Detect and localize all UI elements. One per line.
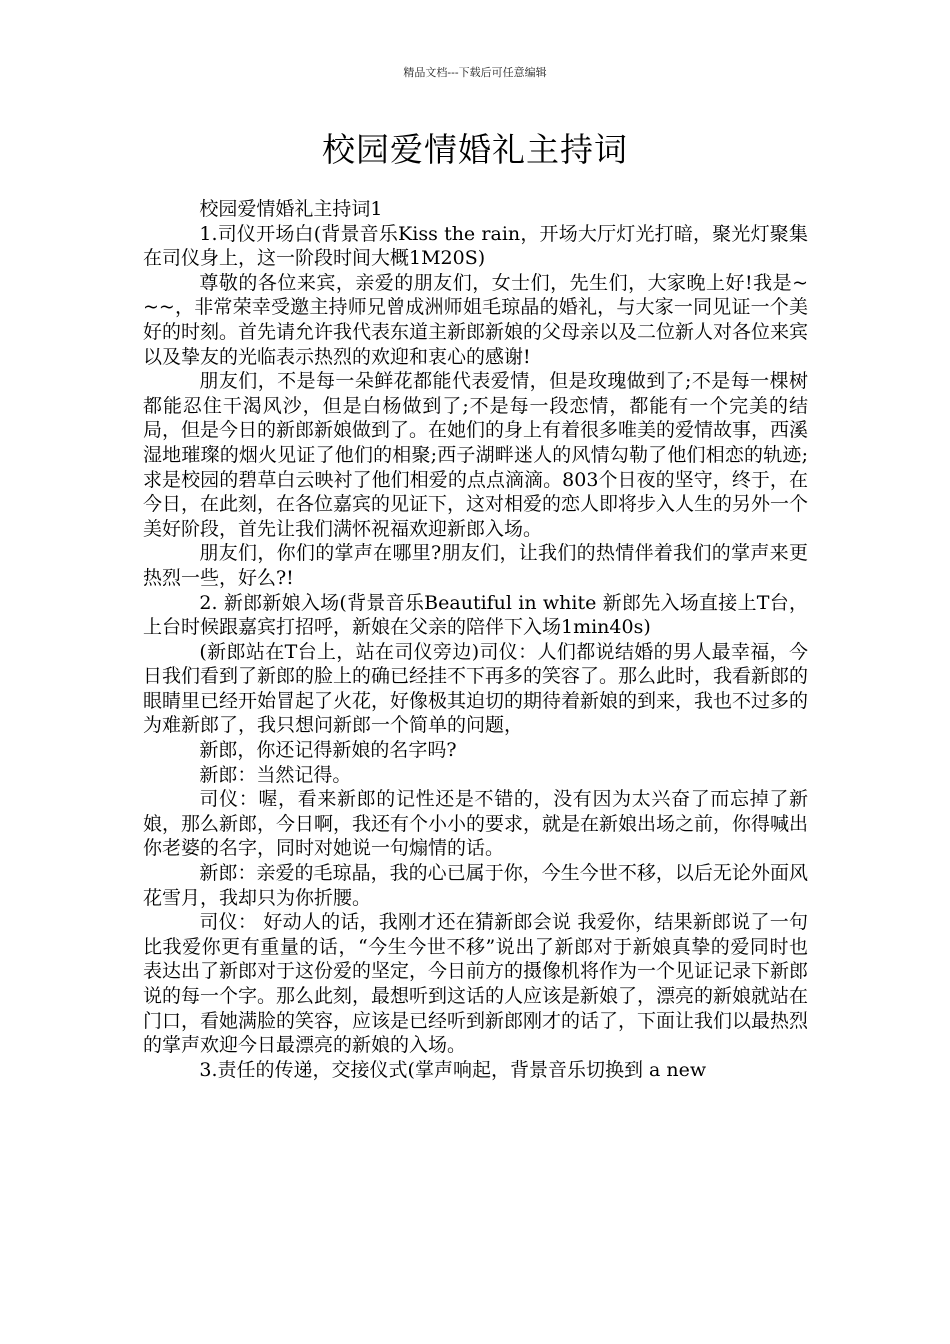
paragraph-subtitle: 校园爱情婚礼主持词1 xyxy=(199,198,383,220)
paragraph-section-3: 3.责任的传递，交接仪式(掌声响起，背景音乐切换到 a new xyxy=(199,1058,707,1081)
document-body xyxy=(143,197,808,1082)
paragraph-opening-speech: 尊敬的各位来宾，亲爱的朋友们，女士们，先生们，大家晚上好!我是~~~，非常荣幸受邀主持师兄曾成洲师姐毛琼晶的婚礼，与大家一同见证一个美好的时刻。首先请允许我代表东道主新郎新娘的父母亲以及二位新人对各位来宾以及挚友的光临表示热烈的欢迎和衷心的感谢! xyxy=(143,271,809,368)
paragraph-groom-answer: 新郎：当然记得。 xyxy=(199,763,352,786)
document-title: 校园爱情婚礼主持词 xyxy=(322,130,628,169)
paragraph-groom-on-stage: (新郎站在T台上，站在司仪旁边)司仪：人们都说结婚的男人最幸福，今日我们看到了新郎的脸上的确已经挂不下再多的笑容了。那么此时，我看新郎的眼睛里已经开始冒起了火花，好像极其迫切的期待着新娘的到来，我也不过多的为难新郎了，我只想问新郎一个简单的问题， xyxy=(143,640,809,737)
paragraph-love-story: 朋友们，不是每一朵鲜花都能代表爱情，但是玫瑰做到了;不是每一棵树都能忍住干渴风沙，但是白杨做到了;不是每一段恋情，都能有一个完美的结局，但是今日的新郎新娘做到了。在她们的身上有着很多唯美的爱情故事，西溪湿地璀璨的烟火见证了他们的相聚;西子湖畔迷人的风情勾勒了他们相恋的轨迹;求是校园的碧草白云映衬了他们相爱的点点滴滴。803个日夜的坚守，终于，在今日，在此刻，在各位嘉宾的见证下，这对相爱的恋人即将步入人生的另外一个美好阶段，首先让我们满怀祝福欢迎新郎入场。 xyxy=(143,370,809,540)
paragraph-host-response: 司仪： 好动人的话，我刚才还在猜新郎会说 我爱你，结果新郎说了一句比我爱你更有重量的话，“今生今世不移”说出了新郎对于新娘真挚的爱同时也表达出了新郎对于这份爱的坚定，今日前方的摄像机将作为一个见证记录下新郎说的每一个字。那么此刻，最想听到这话的人应该是新娘了，漂亮的新娘就站在门口，看她满脸的笑容，应该是已经听到新郎刚才的话了，下面让我们以最热烈的掌声欢迎今日最漂亮的新娘的入场。 xyxy=(143,911,809,1057)
paragraph-section-2: 2. 新郎新娘入场(背景音乐Beautiful in white 新郎先入场直接上T台，上台时候跟嘉宾打招呼，新娘在父亲的陪伴下入场1min40s) xyxy=(143,591,808,639)
paragraph-question: 新郎，你还记得新娘的名字吗? xyxy=(199,739,457,762)
page-header: 精品文档---下载后可任意编辑 xyxy=(403,66,547,79)
paragraph-groom-vow: 新郎：亲爱的毛琼晶，我的心已属于你，今生今世不移，以后无论外面风花雪月，我却只为你折腰。 xyxy=(143,862,808,909)
paragraph-host-request: 司仪：喔，看来新郎的记性还是不错的，没有因为太兴奋了而忘掉了新娘，那么新郎，今日啊，我还有个小小的要求，就是在新娘出场之前，你得喊出你老婆的名字，同时对她说一句煽情的话。 xyxy=(143,788,809,860)
paragraph-section-1: 1.司仪开场白(背景音乐Kiss the rain，开场大厅灯光打暗，聚光灯聚集在司仪身上，这一阶段时间大概1M20S) xyxy=(143,222,808,270)
paragraph-applause: 朋友们，你们的掌声在哪里?朋友们，让我们的热情伴着我们的掌声来更热烈一些，好么?! xyxy=(143,542,808,589)
